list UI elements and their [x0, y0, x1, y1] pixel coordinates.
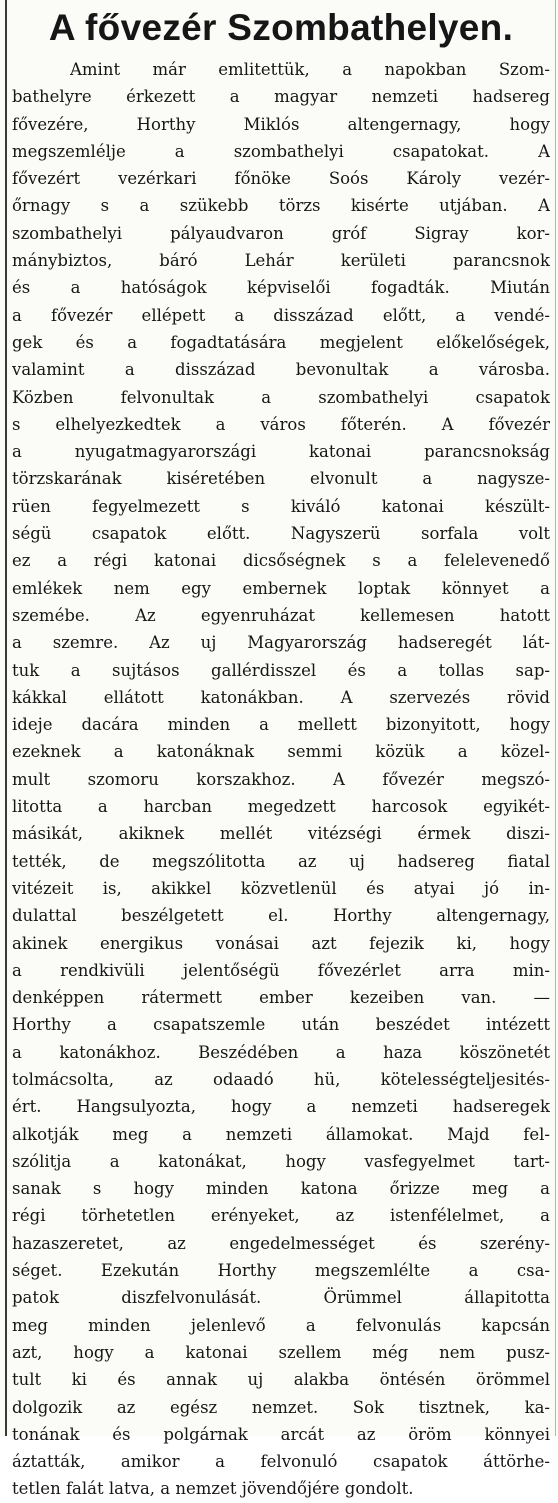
body-line: rüen fegyelmezett s kiváló katonai készült-: [12, 496, 550, 516]
body-line: a rendkivüli jelentőségü fővezérlet arra min-: [12, 960, 550, 980]
body-line: meg minden jelenlevő a felvonulás kapcsán: [12, 1315, 550, 1335]
body-line: áztatták, amikor a felvonuló csapatok áttörhe-: [12, 1452, 550, 1472]
body-line: patok diszfelvonulását. Örümmel állapitotta: [12, 1288, 550, 1308]
body-line: tolmácsolta, az odaadó hü, kötelességteljesités-: [12, 1069, 550, 1089]
body-line: fővezére, Horthy Miklós altengernagy, hogy: [12, 114, 550, 134]
body-line: tuk a sujtásos gallérdisszel és a tollas sap-: [12, 660, 550, 680]
body-line: dolgozik az egész nemzet. Sok tisztnek, ka-: [12, 1397, 550, 1417]
body-line: emlékek nem egy embernek loptak könnyet a: [12, 578, 550, 598]
body-line: szólitja a katonákat, hogy vasfegyelmet tart-: [12, 1151, 550, 1171]
body-line: ideje dacára minden a mellett bizonyitott, hogy: [12, 715, 550, 735]
body-line: ért. Hangsulyozta, hogy a nemzeti hadseregek: [12, 1097, 550, 1117]
body-line: vitézeit is, akikkel közvetlenül és atyai jó in-: [12, 878, 550, 898]
body-line: gek és a fogadtatására megjelent előkelőségek,: [12, 332, 550, 352]
body-line: a fővezér ellépett a disszázad előtt, a vendé-: [12, 305, 550, 325]
body-line: őrnagy s a szükebb törzs kisérte utjában. A: [12, 196, 550, 216]
body-line: Horthy a csapatszemle után beszédet intézett: [12, 1015, 550, 1035]
body-line: azt, hogy a katonai szellem még nem pusz-: [12, 1342, 550, 1362]
body-line: tetlen falát latva, a nemzet jövendőjére gondolt.: [12, 1479, 414, 1499]
article-body: [12, 56, 550, 1503]
body-line: dulattal beszélgetett el. Horthy altengernagy,: [12, 906, 550, 926]
body-line: régi törhetetlen erényeket, az istenfélelmet, a: [12, 1206, 550, 1226]
body-line: valamint a disszázad bevonultak a városba.: [12, 360, 550, 380]
article-headline: A fővezér Szombathelyen.: [48, 7, 514, 48]
body-line: mánybiztos, báró Lehár kerületi parancsnok: [12, 251, 550, 271]
body-line: ezeknek a katonáknak semmi közük a közel-: [12, 742, 550, 762]
body-line: ez a régi katonai dicsőségnek s a felelevenedő: [12, 551, 550, 571]
body-line: másikát, akiknek mellét vitézségi érmek diszi-: [12, 824, 550, 844]
body-line: s elhelyezkedtek a város főterén. A fővezér: [12, 414, 550, 434]
body-line: és a hatóságok képviselői fogadták. Miután: [12, 278, 550, 298]
body-line: bathelyre érkezett a magyar nemzeti hadsereg: [12, 87, 550, 107]
body-line: alkotják meg a nemzeti államokat. Majd fel-: [12, 1124, 550, 1144]
body-line: Amint már emlitettük, a napokban Szom-: [70, 60, 550, 79]
body-line: kákkal ellátott katonákban. A szervezés rövid: [12, 687, 550, 707]
body-line: akinek energikus vonásai azt fejezik ki, hogy: [12, 933, 550, 953]
body-line: litotta a harcban megedzett harcosok egyikét-: [12, 797, 550, 817]
body-line: a szemre. Az uj Magyarország hadseregét lát-: [12, 633, 550, 653]
body-line: tult ki és annak uj alakba öntésén örömmel: [12, 1370, 550, 1390]
body-line: a katonákhoz. Beszédében a haza köszönetét: [12, 1042, 550, 1062]
article: [12, 6, 550, 1503]
body-line: szombathelyi pályaudvaron gróf Sigray kor-: [12, 223, 550, 243]
body-line: denképpen rátermett ember kezeiben van. —: [12, 988, 550, 1008]
body-line: tonának és polgárnak arcát az öröm könnyei: [12, 1424, 550, 1444]
body-line: mult szomoru korszakhoz. A fővezér megszó-: [12, 769, 550, 789]
body-line: séget. Ezekután Horthy megszemlélte a csa-: [12, 1261, 550, 1281]
body-line: ségü csapatok előtt. Nagyszerü sorfala volt: [12, 524, 550, 544]
body-line: Közben felvonultak a szombathelyi csapatok: [12, 387, 550, 407]
body-line: megszemlélje a szombathelyi csapatokat. A: [12, 141, 550, 161]
body-line: fővezért vezérkari főnöke Soós Károly vezér-: [12, 169, 550, 189]
body-line: hazaszeretet, az engedelmességet és szerény-: [12, 1233, 550, 1253]
body-line: szemébe. Az egyenruházat kellemesen hatott: [12, 605, 550, 625]
body-line: tették, de megszólitotta az uj hadsereg fiatal: [12, 851, 550, 871]
column-rule-right: [555, 0, 556, 1436]
column-rule-left: [5, 0, 7, 1436]
body-line: sanak s hogy minden katona őrizze meg a: [12, 1179, 550, 1199]
body-line: törzskarának kiséretében elvonult a nagysze-: [12, 469, 550, 489]
body-line: a nyugatmagyarországi katonai parancsnokság: [12, 442, 550, 462]
